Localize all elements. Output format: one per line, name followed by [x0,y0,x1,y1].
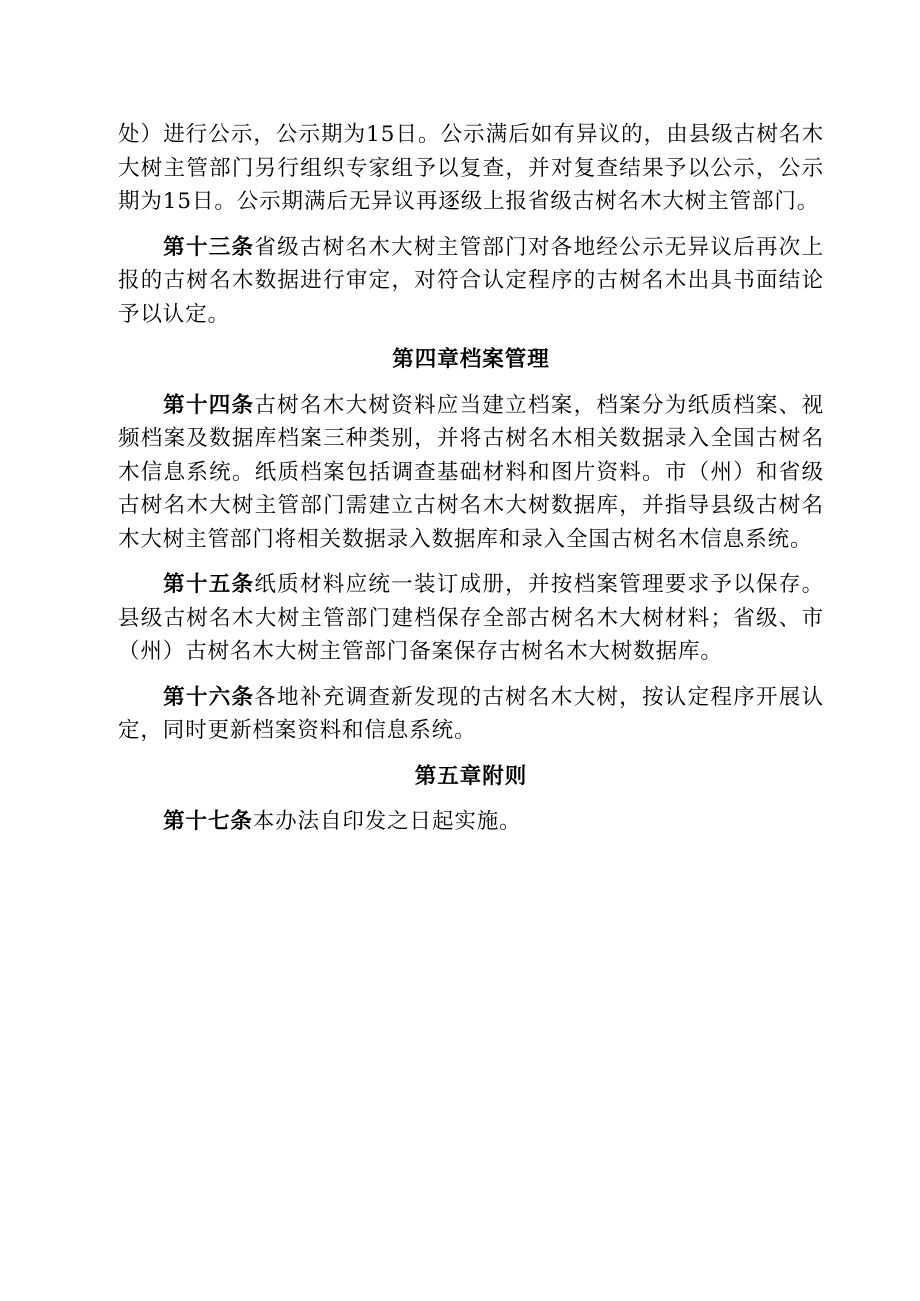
article-14-text: 古树名木大树资料应当建立档案，档案分为纸质档案、视频档案及数据库档案三种类别，并将古树名木相关数据录入全国古树名木信息系统。纸质档案包括调查基础材料和图片资料。市（州）和省级古树名木大树主管部门需建立古树名木大树数据库，并指导县级古树名木大树主管部门将相关数据录入数据库和录入全国古树名木信息系统。 [118,392,824,552]
article-17-text: 本办法自印发之日起实施。 [252,809,522,834]
article-17-label: 第十七条 [163,809,253,834]
article-16-label: 第十六条 [163,684,255,710]
article-14-label: 第十四条 [163,392,255,418]
chapter-5-heading: 第五章附则 [414,763,528,789]
chapter-4-heading: 第四章档案管理 [392,347,550,372]
article-13-label: 第十三条 [163,234,255,260]
article-13-text: 省级古树名木大树主管部门对各地经公示无异议后再次上报的古树名木数据进行审定，对符合认定程序的古树名木出具书面结论予以认定。 [118,234,824,327]
article-17 [118,805,824,839]
paragraph-continuation: 处）进行公示，公示期为15日。公示满后如有异议的，由县级古树名木大树主管部门另行组织专家组予以复查，并对复查结果予以公示，公示期为15日。公示期满后无异议再逐级上报省级古树名木大树主管部门。 [118,122,824,214]
article-13 [118,231,824,332]
article-16-text: 各地补充调查新发现的古树名木大树，按认定程序开展认定，同时更新档案资料和信息系统。 [118,684,824,743]
article-16 [118,681,824,748]
article-15-label: 第十五条 [163,572,255,597]
article-14 [118,389,824,557]
document-page [118,118,824,851]
article-15-text: 纸质材料应统一装订成册，并按档案管理要求予以保存。县级古树名木大树主管部门建档保存全部古树名木大树材料；省级、市（州）古树名木大树主管部门备案保存古树名木大树数据库。 [118,572,824,664]
article-15 [118,568,824,669]
